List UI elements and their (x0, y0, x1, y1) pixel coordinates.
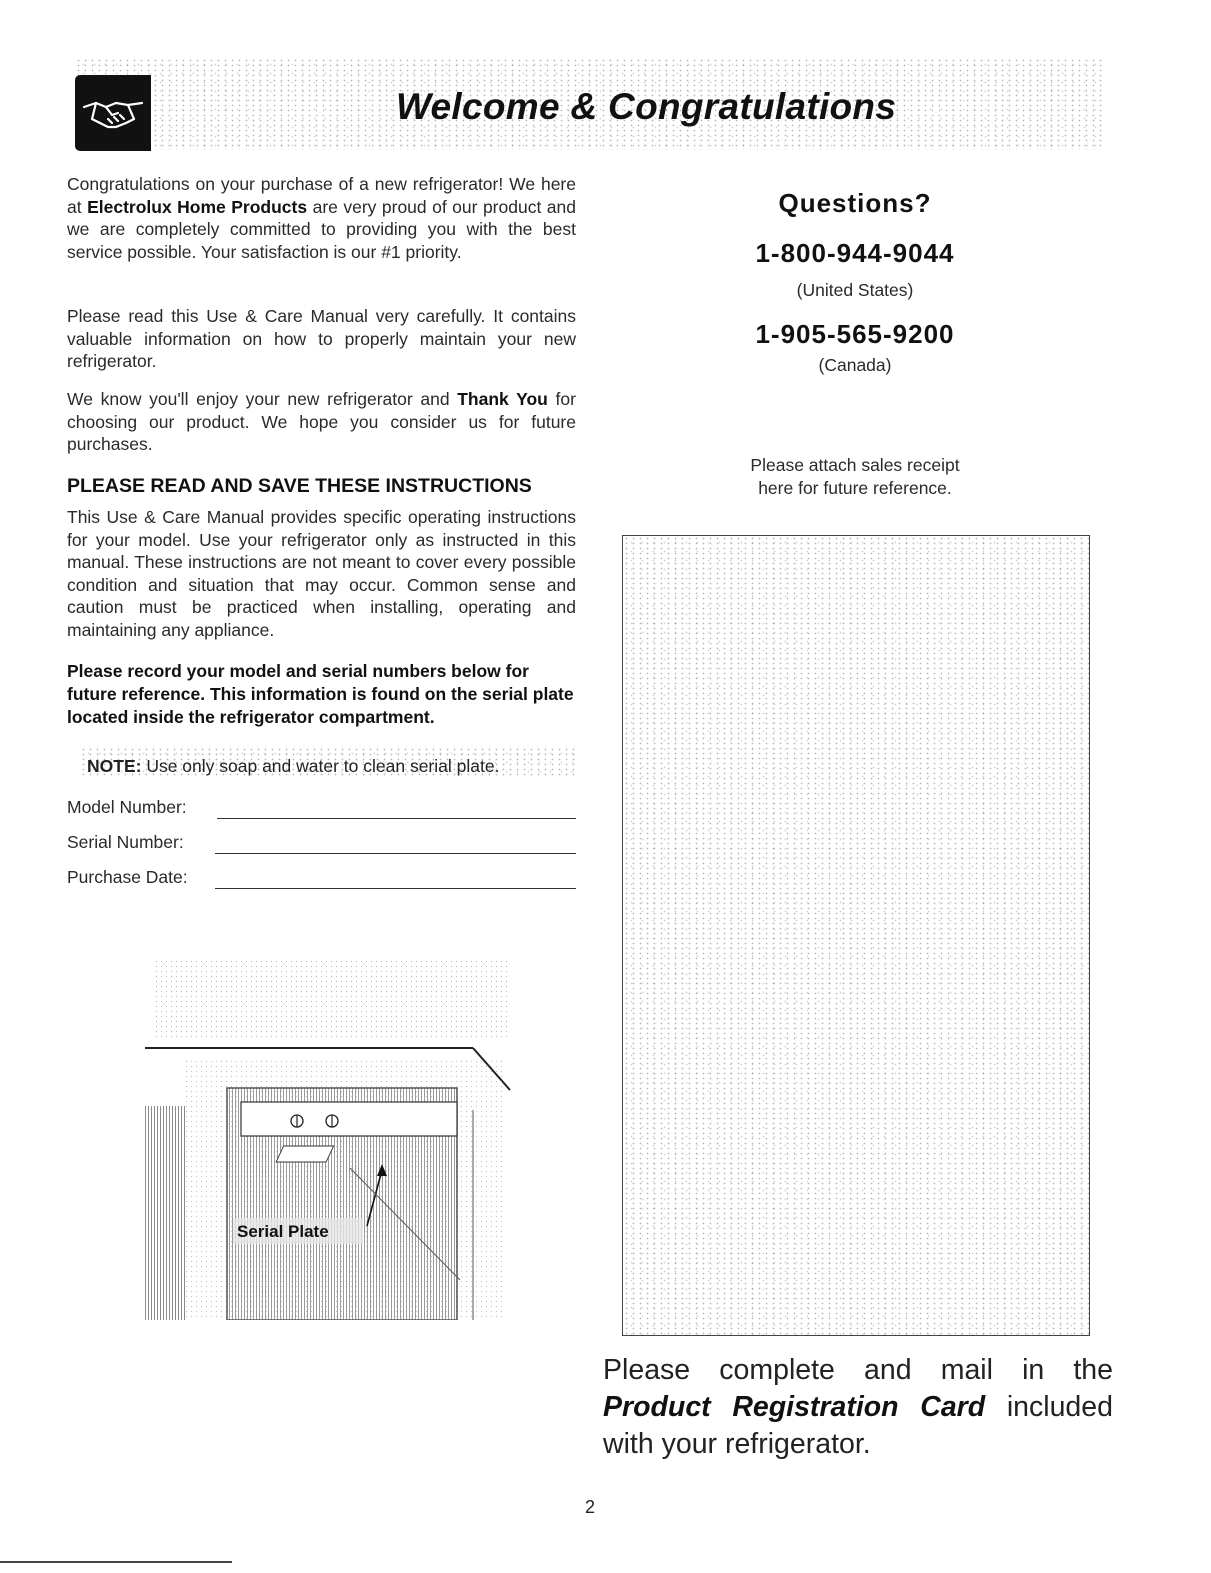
receipt-line-1: Please attach sales receipt (750, 455, 960, 475)
serial-plate (276, 1146, 333, 1162)
purchase-date-line[interactable] (215, 888, 576, 889)
questions-heading: Questions? (778, 188, 932, 218)
refrigerator-illustration (145, 950, 525, 1320)
note-text (87, 756, 499, 777)
region-us: (United States) (796, 280, 914, 300)
header-icon-box (75, 75, 151, 151)
handshake-icon (82, 93, 144, 133)
serial-plate-callout: Serial Plate (237, 1222, 329, 1241)
footer-rule (0, 1561, 232, 1563)
instructions-body: This Use & Care Manual provides specific operating instructions for your model. Use your refrigerator only as instructed in this manual. These instructions are not meant to cover every possible condition and situation that may occur. Common sense and caution must be practiced when installing, operating and maintaining any appliance. (67, 507, 576, 640)
model-number-label: Model Number: (67, 797, 187, 817)
registration-note (603, 1352, 1113, 1463)
receipt-instructions (700, 454, 1010, 500)
region-canada: (Canada) (818, 355, 892, 375)
purchase-date-field[interactable] (67, 867, 576, 893)
intro-text: We know you'll enjoy your new refrigerator and (67, 389, 458, 409)
intro-text: are very proud of our product and we are completely committed to providing you with the best service possible. Your satisfaction is our #1 priority. (67, 196, 576, 262)
page-title: Welcome & Congratulations (396, 86, 897, 127)
intro-paragraph-2: Please read this Use & Care Manual very carefully. It contains valuable information on how to properly maintain your new refrigerator. (67, 306, 576, 371)
receipt-line-2: here for future reference. (758, 478, 952, 498)
brand-name: Electrolux Home Products (87, 196, 308, 217)
intro-paragraph-3 (67, 388, 576, 456)
instructions-heading: PLEASE READ AND SAVE THESE INSTRUCTIONS (67, 475, 532, 497)
receipt-attach-area (622, 535, 1090, 1336)
phone-us[interactable]: 1-800-944-9044 (755, 238, 955, 268)
note-label: NOTE: (87, 756, 142, 776)
cabinet-top (155, 960, 510, 1040)
record-numbers-note: Please record your model and serial numbers below for future reference. This information is found on the serial plate located inside the refrigerator compartment. (67, 661, 574, 727)
serial-number-line[interactable] (215, 853, 576, 854)
registration-card-name: Product Registration Card (603, 1391, 986, 1423)
note-body: Use only soap and water to clean serial plate. (141, 756, 500, 776)
left-wall (145, 1106, 185, 1320)
intro-text: for choosing our product. We hope you consider us for future purchases. (67, 389, 576, 454)
purchase-date-label: Purchase Date: (67, 867, 188, 887)
model-number-field[interactable] (67, 797, 576, 823)
model-number-line[interactable] (217, 818, 576, 819)
intro-paragraph-1 (67, 173, 576, 263)
serial-number-field[interactable] (67, 832, 576, 858)
registration-text: Please complete and mail in the (603, 1354, 1113, 1386)
thank-you-text: Thank You (457, 389, 548, 409)
intro-text: Congratulations on your purchase of a new refrigerator! We here at (67, 174, 576, 217)
serial-number-label: Serial Number: (67, 832, 184, 852)
control-housing (241, 1102, 457, 1136)
page-number: 2 (584, 1497, 595, 1517)
phone-canada[interactable]: 1-905-565-9200 (755, 319, 955, 349)
registration-text: included with your refrigerator. (603, 1391, 1113, 1460)
